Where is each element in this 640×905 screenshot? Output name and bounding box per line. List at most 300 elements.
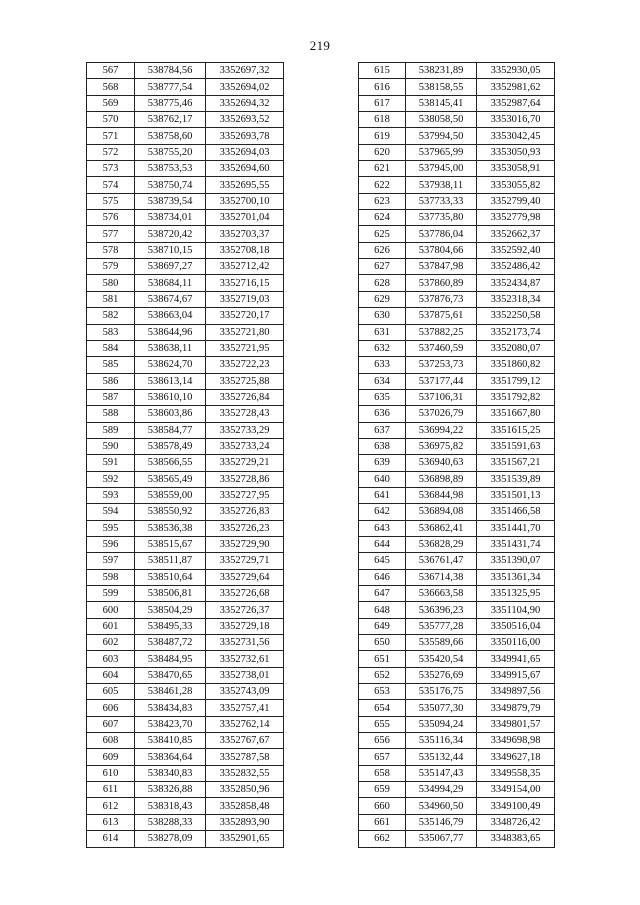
point-number-cell: 600 <box>87 602 135 618</box>
point-number-cell: 595 <box>87 520 135 536</box>
x-coordinate-cell: 537177,44 <box>406 373 477 389</box>
point-number-cell: 576 <box>87 210 135 226</box>
point-number-cell: 582 <box>87 308 135 324</box>
x-coordinate-cell: 537106,31 <box>406 389 477 405</box>
table-row <box>87 210 284 226</box>
table-row <box>359 242 555 258</box>
point-number-cell: 638 <box>359 438 406 454</box>
y-coordinate-cell: 3352700,10 <box>206 193 284 209</box>
x-coordinate-cell: 535116,34 <box>406 733 477 749</box>
point-number-cell: 602 <box>87 635 135 651</box>
table-row <box>359 553 555 569</box>
x-coordinate-cell: 538487,72 <box>135 635 206 651</box>
table-row <box>87 422 284 438</box>
table-row <box>87 112 284 128</box>
x-coordinate-cell: 538610,10 <box>135 389 206 405</box>
table-row <box>87 438 284 454</box>
x-coordinate-cell: 538734,01 <box>135 210 206 226</box>
y-coordinate-cell: 3352738,01 <box>206 667 284 683</box>
table-row <box>359 455 555 471</box>
table-row <box>359 814 555 830</box>
x-coordinate-cell: 538511,87 <box>135 553 206 569</box>
table-row <box>359 667 555 683</box>
x-coordinate-cell: 538739,54 <box>135 193 206 209</box>
point-number-cell: 637 <box>359 422 406 438</box>
y-coordinate-cell: 3351567,21 <box>477 455 555 471</box>
point-number-cell: 605 <box>87 684 135 700</box>
x-coordinate-cell: 535132,44 <box>406 749 477 765</box>
x-coordinate-cell: 537847,98 <box>406 259 477 275</box>
point-number-cell: 659 <box>359 782 406 798</box>
point-number-cell: 647 <box>359 586 406 602</box>
x-coordinate-cell: 535276,69 <box>406 667 477 683</box>
point-number-cell: 623 <box>359 193 406 209</box>
point-number-cell: 583 <box>87 324 135 340</box>
table-row <box>87 357 284 373</box>
table-row <box>359 733 555 749</box>
x-coordinate-cell: 538762,17 <box>135 112 206 128</box>
table-row <box>87 128 284 144</box>
x-coordinate-cell: 535067,77 <box>406 831 477 847</box>
table-row <box>359 324 555 340</box>
y-coordinate-cell: 3352719,03 <box>206 291 284 307</box>
point-number-cell: 650 <box>359 635 406 651</box>
y-coordinate-cell: 3352250,58 <box>477 308 555 324</box>
point-number-cell: 571 <box>87 128 135 144</box>
table-row <box>359 422 555 438</box>
y-coordinate-cell: 3352693,52 <box>206 112 284 128</box>
y-coordinate-cell: 3352486,42 <box>477 259 555 275</box>
x-coordinate-cell: 536994,22 <box>406 422 477 438</box>
x-coordinate-cell: 538158,55 <box>406 79 477 95</box>
x-coordinate-cell: 537733,33 <box>406 193 477 209</box>
y-coordinate-cell: 3350516,04 <box>477 618 555 634</box>
point-number-cell: 614 <box>87 831 135 847</box>
y-coordinate-cell: 3352726,84 <box>206 389 284 405</box>
table-row <box>359 226 555 242</box>
y-coordinate-cell: 3352733,29 <box>206 422 284 438</box>
x-coordinate-cell: 536761,47 <box>406 553 477 569</box>
x-coordinate-cell: 538495,33 <box>135 618 206 634</box>
point-number-cell: 584 <box>87 340 135 356</box>
table-row <box>359 716 555 732</box>
x-coordinate-cell: 536844,98 <box>406 487 477 503</box>
y-coordinate-cell: 3352757,41 <box>206 700 284 716</box>
table-row <box>359 586 555 602</box>
table-row <box>359 144 555 160</box>
point-number-cell: 573 <box>87 161 135 177</box>
x-coordinate-cell: 537945,00 <box>406 161 477 177</box>
y-coordinate-cell: 3352779,98 <box>477 210 555 226</box>
table-row <box>87 716 284 732</box>
table-row <box>87 177 284 193</box>
x-coordinate-cell: 535176,75 <box>406 684 477 700</box>
point-number-cell: 606 <box>87 700 135 716</box>
y-coordinate-cell: 3352728,43 <box>206 406 284 422</box>
table-row <box>87 536 284 552</box>
y-coordinate-cell: 3349915,67 <box>477 667 555 683</box>
table-row <box>359 700 555 716</box>
point-number-cell: 575 <box>87 193 135 209</box>
point-number-cell: 577 <box>87 226 135 242</box>
x-coordinate-cell: 535420,54 <box>406 651 477 667</box>
point-number-cell: 656 <box>359 733 406 749</box>
x-coordinate-cell: 536714,38 <box>406 569 477 585</box>
point-number-cell: 642 <box>359 504 406 520</box>
x-coordinate-cell: 538559,00 <box>135 487 206 503</box>
y-coordinate-cell: 3352721,80 <box>206 324 284 340</box>
table-row <box>87 259 284 275</box>
table-row <box>87 618 284 634</box>
y-coordinate-cell: 3352743,09 <box>206 684 284 700</box>
x-coordinate-cell: 536975,82 <box>406 438 477 454</box>
table-row <box>359 406 555 422</box>
table-row <box>87 684 284 700</box>
x-coordinate-cell: 538663,04 <box>135 308 206 324</box>
point-number-cell: 615 <box>359 63 406 79</box>
point-number-cell: 610 <box>87 765 135 781</box>
y-coordinate-cell: 3351501,13 <box>477 487 555 503</box>
table-row <box>87 63 284 79</box>
x-coordinate-cell: 537860,89 <box>406 275 477 291</box>
y-coordinate-cell: 3352850,96 <box>206 782 284 798</box>
x-coordinate-cell: 538755,20 <box>135 144 206 160</box>
x-coordinate-cell: 538434,83 <box>135 700 206 716</box>
x-coordinate-cell: 538603,86 <box>135 406 206 422</box>
table-row <box>87 340 284 356</box>
y-coordinate-cell: 3352762,14 <box>206 716 284 732</box>
y-coordinate-cell: 3349879,79 <box>477 700 555 716</box>
table-row <box>359 308 555 324</box>
y-coordinate-cell: 3349941,65 <box>477 651 555 667</box>
y-coordinate-cell: 3348383,65 <box>477 831 555 847</box>
y-coordinate-cell: 3352722,23 <box>206 357 284 373</box>
point-number-cell: 593 <box>87 487 135 503</box>
point-number-cell: 568 <box>87 79 135 95</box>
point-number-cell: 641 <box>359 487 406 503</box>
point-number-cell: 640 <box>359 471 406 487</box>
y-coordinate-cell: 3352694,03 <box>206 144 284 160</box>
coordinates-table-right-body <box>359 63 555 848</box>
point-number-cell: 570 <box>87 112 135 128</box>
x-coordinate-cell: 536663,58 <box>406 586 477 602</box>
table-row <box>87 700 284 716</box>
y-coordinate-cell: 3351792,82 <box>477 389 555 405</box>
x-coordinate-cell: 537735,80 <box>406 210 477 226</box>
table-row <box>359 259 555 275</box>
x-coordinate-cell: 538777,54 <box>135 79 206 95</box>
point-number-cell: 639 <box>359 455 406 471</box>
x-coordinate-cell: 538510,64 <box>135 569 206 585</box>
y-coordinate-cell: 3351667,80 <box>477 406 555 422</box>
table-row <box>359 177 555 193</box>
table-row <box>87 275 284 291</box>
x-coordinate-cell: 537965,99 <box>406 144 477 160</box>
x-coordinate-cell: 537875,61 <box>406 308 477 324</box>
y-coordinate-cell: 3352858,48 <box>206 798 284 814</box>
x-coordinate-cell: 538566,55 <box>135 455 206 471</box>
point-number-cell: 622 <box>359 177 406 193</box>
x-coordinate-cell: 538536,38 <box>135 520 206 536</box>
table-row <box>87 733 284 749</box>
x-coordinate-cell: 538364,64 <box>135 749 206 765</box>
table-row <box>87 308 284 324</box>
x-coordinate-cell: 538318,43 <box>135 798 206 814</box>
y-coordinate-cell: 3352726,68 <box>206 586 284 602</box>
y-coordinate-cell: 3349558,35 <box>477 765 555 781</box>
x-coordinate-cell: 537876,73 <box>406 291 477 307</box>
y-coordinate-cell: 3352694,60 <box>206 161 284 177</box>
x-coordinate-cell: 538753,53 <box>135 161 206 177</box>
x-coordinate-cell: 538550,92 <box>135 504 206 520</box>
table-row <box>87 635 284 651</box>
x-coordinate-cell: 536940,63 <box>406 455 477 471</box>
y-coordinate-cell: 3353042,45 <box>477 128 555 144</box>
x-coordinate-cell: 537786,04 <box>406 226 477 242</box>
x-coordinate-cell: 538578,49 <box>135 438 206 454</box>
y-coordinate-cell: 3352799,40 <box>477 193 555 209</box>
y-coordinate-cell: 3351539,89 <box>477 471 555 487</box>
table-row <box>87 569 284 585</box>
point-number-cell: 579 <box>87 259 135 275</box>
point-number-cell: 657 <box>359 749 406 765</box>
table-row <box>87 324 284 340</box>
x-coordinate-cell: 538565,49 <box>135 471 206 487</box>
point-number-cell: 611 <box>87 782 135 798</box>
y-coordinate-cell: 3351325,95 <box>477 586 555 602</box>
x-coordinate-cell: 537253,73 <box>406 357 477 373</box>
x-coordinate-cell: 538613,14 <box>135 373 206 389</box>
point-number-cell: 590 <box>87 438 135 454</box>
table-row <box>359 782 555 798</box>
x-coordinate-cell: 538484,95 <box>135 651 206 667</box>
y-coordinate-cell: 3352729,64 <box>206 569 284 585</box>
y-coordinate-cell: 3349801,57 <box>477 716 555 732</box>
y-coordinate-cell: 3349897,56 <box>477 684 555 700</box>
coordinates-table-left-body <box>87 63 284 848</box>
point-number-cell: 636 <box>359 406 406 422</box>
table-row <box>87 586 284 602</box>
y-coordinate-cell: 3353058,91 <box>477 161 555 177</box>
y-coordinate-cell: 3352695,55 <box>206 177 284 193</box>
y-coordinate-cell: 3352832,55 <box>206 765 284 781</box>
point-number-cell: 620 <box>359 144 406 160</box>
y-coordinate-cell: 3352592,40 <box>477 242 555 258</box>
x-coordinate-cell: 538423,70 <box>135 716 206 732</box>
table-row <box>87 651 284 667</box>
y-coordinate-cell: 3349154,00 <box>477 782 555 798</box>
table-row <box>87 520 284 536</box>
table-row <box>359 128 555 144</box>
table-row <box>359 765 555 781</box>
table-row <box>87 602 284 618</box>
y-coordinate-cell: 3352080,07 <box>477 340 555 356</box>
x-coordinate-cell: 538720,42 <box>135 226 206 242</box>
point-number-cell: 578 <box>87 242 135 258</box>
point-number-cell: 645 <box>359 553 406 569</box>
y-coordinate-cell: 3350116,00 <box>477 635 555 651</box>
y-coordinate-cell: 3352318,34 <box>477 291 555 307</box>
point-number-cell: 660 <box>359 798 406 814</box>
point-number-cell: 588 <box>87 406 135 422</box>
y-coordinate-cell: 3352703,37 <box>206 226 284 242</box>
point-number-cell: 608 <box>87 733 135 749</box>
y-coordinate-cell: 3352694,02 <box>206 79 284 95</box>
x-coordinate-cell: 535077,30 <box>406 700 477 716</box>
point-number-cell: 629 <box>359 291 406 307</box>
point-number-cell: 630 <box>359 308 406 324</box>
point-number-cell: 603 <box>87 651 135 667</box>
x-coordinate-cell: 538674,67 <box>135 291 206 307</box>
point-number-cell: 624 <box>359 210 406 226</box>
point-number-cell: 612 <box>87 798 135 814</box>
table-row <box>359 79 555 95</box>
x-coordinate-cell: 538624,70 <box>135 357 206 373</box>
point-number-cell: 644 <box>359 536 406 552</box>
point-number-cell: 617 <box>359 95 406 111</box>
table-row <box>359 831 555 847</box>
point-number-cell: 569 <box>87 95 135 111</box>
y-coordinate-cell: 3352729,18 <box>206 618 284 634</box>
table-row <box>359 602 555 618</box>
x-coordinate-cell: 537460,59 <box>406 340 477 356</box>
y-coordinate-cell: 3351591,63 <box>477 438 555 454</box>
table-row <box>359 63 555 79</box>
x-coordinate-cell: 538470,65 <box>135 667 206 683</box>
y-coordinate-cell: 3352729,71 <box>206 553 284 569</box>
x-coordinate-cell: 537026,79 <box>406 406 477 422</box>
y-coordinate-cell: 3352716,15 <box>206 275 284 291</box>
x-coordinate-cell: 535094,24 <box>406 716 477 732</box>
y-coordinate-cell: 3349698,98 <box>477 733 555 749</box>
x-coordinate-cell: 536898,89 <box>406 471 477 487</box>
x-coordinate-cell: 537804,66 <box>406 242 477 258</box>
y-coordinate-cell: 3352726,23 <box>206 520 284 536</box>
point-number-cell: 632 <box>359 340 406 356</box>
table-row <box>87 161 284 177</box>
x-coordinate-cell: 538750,74 <box>135 177 206 193</box>
table-row <box>359 389 555 405</box>
x-coordinate-cell: 535147,43 <box>406 765 477 781</box>
x-coordinate-cell: 538697,27 <box>135 259 206 275</box>
table-row <box>87 782 284 798</box>
y-coordinate-cell: 3353055,82 <box>477 177 555 193</box>
y-coordinate-cell: 3352694,32 <box>206 95 284 111</box>
y-coordinate-cell: 3351466,58 <box>477 504 555 520</box>
x-coordinate-cell: 535777,28 <box>406 618 477 634</box>
table-row <box>359 471 555 487</box>
point-number-cell: 607 <box>87 716 135 732</box>
point-number-cell: 613 <box>87 814 135 830</box>
y-coordinate-cell: 3351860,82 <box>477 357 555 373</box>
y-coordinate-cell: 3351799,12 <box>477 373 555 389</box>
table-row <box>87 504 284 520</box>
table-row <box>359 210 555 226</box>
point-number-cell: 594 <box>87 504 135 520</box>
table-row <box>359 373 555 389</box>
point-number-cell: 591 <box>87 455 135 471</box>
point-number-cell: 574 <box>87 177 135 193</box>
x-coordinate-cell: 538584,77 <box>135 422 206 438</box>
y-coordinate-cell: 3352727,95 <box>206 487 284 503</box>
y-coordinate-cell: 3352729,21 <box>206 455 284 471</box>
x-coordinate-cell: 537882,25 <box>406 324 477 340</box>
point-number-cell: 653 <box>359 684 406 700</box>
y-coordinate-cell: 3352729,90 <box>206 536 284 552</box>
table-row <box>359 161 555 177</box>
point-number-cell: 589 <box>87 422 135 438</box>
table-row <box>359 291 555 307</box>
y-coordinate-cell: 3352725,88 <box>206 373 284 389</box>
y-coordinate-cell: 3352726,83 <box>206 504 284 520</box>
point-number-cell: 604 <box>87 667 135 683</box>
y-coordinate-cell: 3352434,87 <box>477 275 555 291</box>
y-coordinate-cell: 3352767,67 <box>206 733 284 749</box>
table-row <box>87 455 284 471</box>
y-coordinate-cell: 3352901,65 <box>206 831 284 847</box>
y-coordinate-cell: 3353050,93 <box>477 144 555 160</box>
x-coordinate-cell: 538775,46 <box>135 95 206 111</box>
table-row <box>359 357 555 373</box>
x-coordinate-cell: 536396,23 <box>406 602 477 618</box>
y-coordinate-cell: 3352733,24 <box>206 438 284 454</box>
x-coordinate-cell: 538340,83 <box>135 765 206 781</box>
point-number-cell: 662 <box>359 831 406 847</box>
y-coordinate-cell: 3353016,70 <box>477 112 555 128</box>
point-number-cell: 646 <box>359 569 406 585</box>
point-number-cell: 596 <box>87 536 135 552</box>
table-row <box>359 112 555 128</box>
point-number-cell: 628 <box>359 275 406 291</box>
table-row <box>359 438 555 454</box>
point-number-cell: 621 <box>359 161 406 177</box>
y-coordinate-cell: 3351390,07 <box>477 553 555 569</box>
point-number-cell: 567 <box>87 63 135 79</box>
table-row <box>359 504 555 520</box>
y-coordinate-cell: 3352708,18 <box>206 242 284 258</box>
table-row <box>87 487 284 503</box>
table-row <box>359 340 555 356</box>
point-number-cell: 627 <box>359 259 406 275</box>
table-row <box>87 79 284 95</box>
y-coordinate-cell: 3352893,90 <box>206 814 284 830</box>
table-row <box>87 553 284 569</box>
table-row <box>87 291 284 307</box>
table-row <box>87 765 284 781</box>
x-coordinate-cell: 534960,50 <box>406 798 477 814</box>
x-coordinate-cell: 536828,29 <box>406 536 477 552</box>
point-number-cell: 648 <box>359 602 406 618</box>
table-row <box>87 144 284 160</box>
y-coordinate-cell: 3351615,25 <box>477 422 555 438</box>
y-coordinate-cell: 3352173,74 <box>477 324 555 340</box>
point-number-cell: 643 <box>359 520 406 536</box>
x-coordinate-cell: 538758,60 <box>135 128 206 144</box>
point-number-cell: 635 <box>359 389 406 405</box>
y-coordinate-cell: 3352787,58 <box>206 749 284 765</box>
table-row <box>87 667 284 683</box>
table-row <box>359 798 555 814</box>
coordinates-table-left <box>86 62 284 848</box>
y-coordinate-cell: 3352662,37 <box>477 226 555 242</box>
y-coordinate-cell: 3352720,17 <box>206 308 284 324</box>
table-row <box>359 193 555 209</box>
point-number-cell: 609 <box>87 749 135 765</box>
x-coordinate-cell: 538231,89 <box>406 63 477 79</box>
y-coordinate-cell: 3352732,61 <box>206 651 284 667</box>
table-row <box>87 95 284 111</box>
point-number-cell: 655 <box>359 716 406 732</box>
